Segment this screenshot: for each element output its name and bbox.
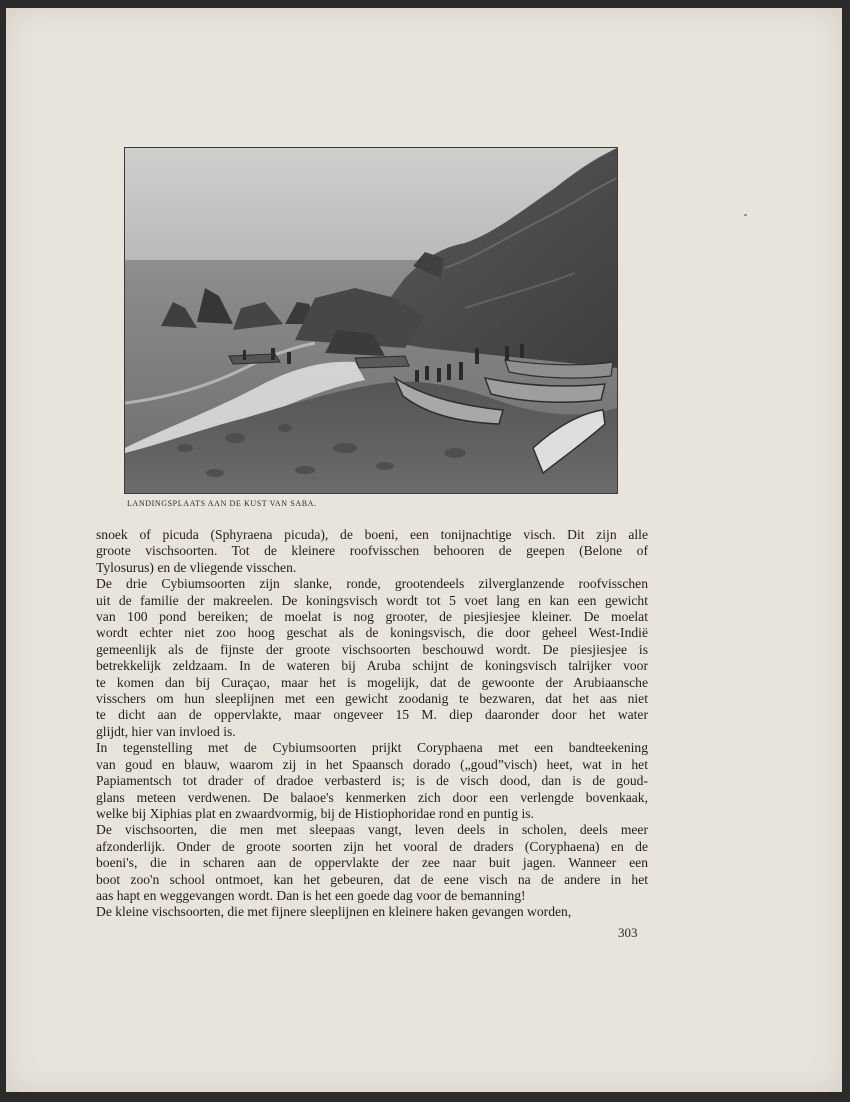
body-line: welke bij Xiphias plat en zwaardvormig, bij de Histiophoridae rond en puntig is. xyxy=(96,805,534,821)
body-line: glijdt, hier van invloed is. xyxy=(96,723,236,739)
body-line: De kleine vischsoorten, die met fijnere sleeplijnen en kleinere haken gevangen worden, xyxy=(96,904,572,920)
body-line: gemeenlijk als de fijnste der groote vischsoorten beschouwd wordt. De piesjiesjee is xyxy=(96,641,648,657)
body-line: Tylosurus) en de vliegende visschen. xyxy=(96,559,297,575)
body-line: van 100 pond bereiken; de moelat is nog grooter, de piesjiesjee kleiner. De moelat xyxy=(96,609,648,625)
body-line: betrekkelijk zeldzaam. In de wateren bij Aruba schijnt de koningsvisch talrijker voor xyxy=(96,658,648,674)
landing-place-photo xyxy=(124,147,618,494)
body-line: visschers om hun sleeplijnen met een gewicht zoodanig te bezwaren, dat het aas niet xyxy=(96,691,648,707)
body-line: te dicht aan de oppervlakte, maar ongeveer 15 M. diep daaronder door het water xyxy=(96,707,648,723)
figure-caption: LANDINGSPLAATS AAN DE KUST VAN SABA. xyxy=(127,499,317,508)
body-line: boot zoo'n school ontmoet, kan het gebeuren, dat de eene visch na de andere in het xyxy=(96,871,648,887)
paper-speck xyxy=(744,214,747,216)
body-line: boeni's, die in scharen aan de oppervlakte der zee naar buit jagen. Wanneer een xyxy=(96,855,648,871)
body-line: afzonderlijk. Onder de groote soorten zijn het vooral de draders (Coryphaena) en de xyxy=(96,838,648,854)
body-line: aas hapt en weggevangen wordt. Dan is het een goede dag voor de bemanning! xyxy=(96,887,526,903)
body-text xyxy=(96,527,648,921)
body-line: In tegenstelling met de Cybiumsoorten prijkt Coryphaena met een bandteekening xyxy=(96,740,648,756)
body-line: Papiamentsch tot drader of dradoe verbasterd is; is de visch dood, dan is de goud- xyxy=(96,773,648,789)
body-line: uit de familie der makreelen. De koningsvisch wordt tot 5 voet lang en kan een gewicht xyxy=(96,592,648,608)
body-line: glans meteen verdwenen. De balaoe's kenmerken zich door een verlengde bovenkaak, xyxy=(96,789,648,805)
body-line: van goud en blauw, waarom zij in het Spaansch dorado („goud”visch) heet, wat in het xyxy=(96,756,648,772)
photo-image xyxy=(125,148,617,493)
body-line: De drie Cybiumsoorten zijn slanke, ronde, grootendeels zilverglanzende roofvisschen xyxy=(96,576,648,592)
body-line: te komen dan bij Curaçao, maar het is mogelijk, dat de gewoonte der Arubiaansche xyxy=(96,674,648,690)
body-line: snoek of picuda (Sphyraena picuda), de boeni, een tonijnachtige visch. Dit zijn alle xyxy=(96,527,648,542)
body-line: wordt echter niet zoo hoog geschat als de koningsvisch, die door geheel West-Indië xyxy=(96,625,648,641)
body-line: groote vischsoorten. Tot de kleinere roofvisschen behooren de geepen (Belone of xyxy=(96,543,648,559)
body-line: De vischsoorten, die men met sleepaas vangt, leven deels in scholen, deels meer xyxy=(96,822,648,838)
page-number: 303 xyxy=(618,925,638,940)
page xyxy=(6,8,842,1092)
